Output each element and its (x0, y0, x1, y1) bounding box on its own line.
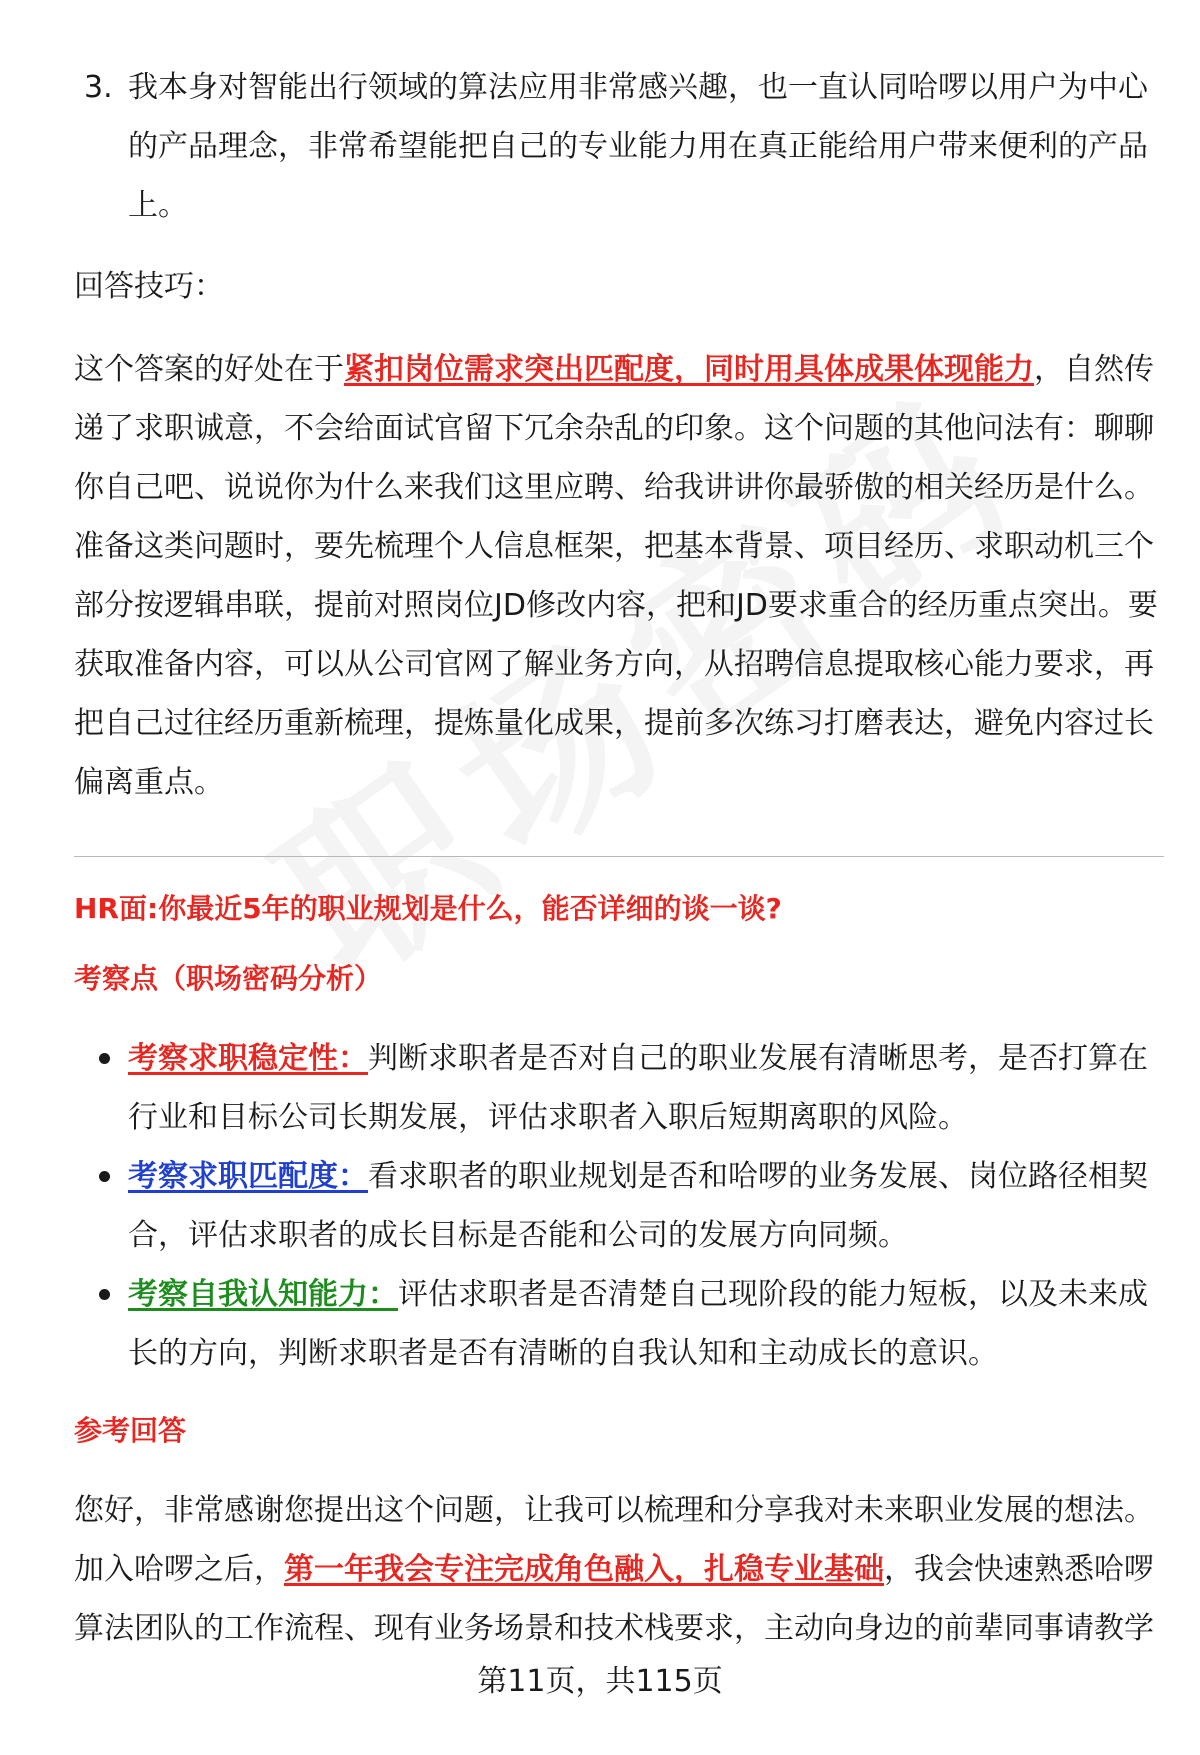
point-label: 考察求职稳定性： (128, 1041, 368, 1076)
points-heading: 考察点（职场密码分析） (74, 962, 383, 995)
answer-paragraph-2 (74, 1540, 1164, 1658)
point-text: 看求职者的职业规划是否和哈啰的业务发展、岗位路径相契合，评估求职者的成长目标是否能和公司的发展方向同频。 (128, 1159, 1148, 1253)
point-label: 考察求职匹配度： (128, 1159, 368, 1194)
points-list (74, 1029, 1164, 1383)
answer-paragraph-1: 您好，非常感谢您提出这个问题，让我可以梳理和分享我对未来职业发展的想法。 (74, 1493, 1154, 1528)
tip-text-post: ，自然传递了求职诚意，不会给面试官留下冗余杂乱的印象。这个问题的其他问法有：聊聊你自己吧、说说你为什么来我们这里应聘、给我讲讲你最骄傲的相关经历是什么。准备这类问题时，要先梳理个人信息框架，把基本背景、项目经历、求职动机三个部分按逻辑串联，提前对照岗位JD修改内容，把和JD要求重合的经历重点突出。要获取准备内容，可以从公司官网了解业务方向，从招聘信息提取核心能力要求，再把自己过往经历重新梳理，提炼量化成果，提前多次练习打磨表达，避免内容过长偏离重点。 (74, 352, 1158, 800)
tip-text-pre: 这个答案的好处在于 (74, 352, 344, 387)
answer-heading: 参考回答 (74, 1414, 187, 1447)
answer-highlight: 第一年我会专注完成角色融入，扎稳专业基础 (284, 1552, 884, 1587)
point-text: 判断求职者是否对自己的职业发展有清晰思考，是否打算在行业和目标公司长期发展，评估求职者入职后短期离职的风险。 (128, 1041, 1148, 1135)
bullet-dot-icon (99, 1053, 110, 1064)
point-item (74, 1029, 1164, 1147)
answer-text-pre: 加入哈啰之后， (74, 1552, 284, 1587)
list-item-3 (74, 58, 1164, 235)
tip-highlight: 紧扣岗位需求突出匹配度，同时用具体成果体现能力 (344, 352, 1034, 387)
page-footer: 第11页，共115页 (477, 1664, 723, 1699)
tip-paragraph (74, 340, 1164, 812)
list-number: 3. (84, 70, 113, 105)
point-text: 评估求职者是否清楚自己现阶段的能力短板，以及未来成长的方向，判断求职者是否有清晰的自我认知和主动成长的意识。 (128, 1277, 1148, 1371)
bullet-dot-icon (99, 1171, 110, 1182)
answer-text-post: ，我会快速熟悉哈啰算法团队的工作流程、现有业务场景和技术栈要求，主动向身边的前辈同事请教学 (74, 1552, 1154, 1646)
document-body (74, 58, 1164, 1658)
bullet-dot-icon (99, 1289, 110, 1300)
section-divider (74, 856, 1164, 857)
tip-label: 回答技巧： (74, 269, 224, 304)
list-item-text: 我本身对智能出行领域的算法应用非常感兴趣，也一直认同哈啰以用户为中心的产品理念，非常希望能把自己的专业能力用在真正能给用户带来便利的产品上。 (128, 70, 1148, 223)
point-label: 考察自我认知能力： (128, 1277, 398, 1312)
question-heading: HR面:你最近5年的职业规划是什么，能否详细的谈一谈? (74, 892, 782, 925)
point-item (74, 1147, 1164, 1265)
point-item (74, 1265, 1164, 1383)
